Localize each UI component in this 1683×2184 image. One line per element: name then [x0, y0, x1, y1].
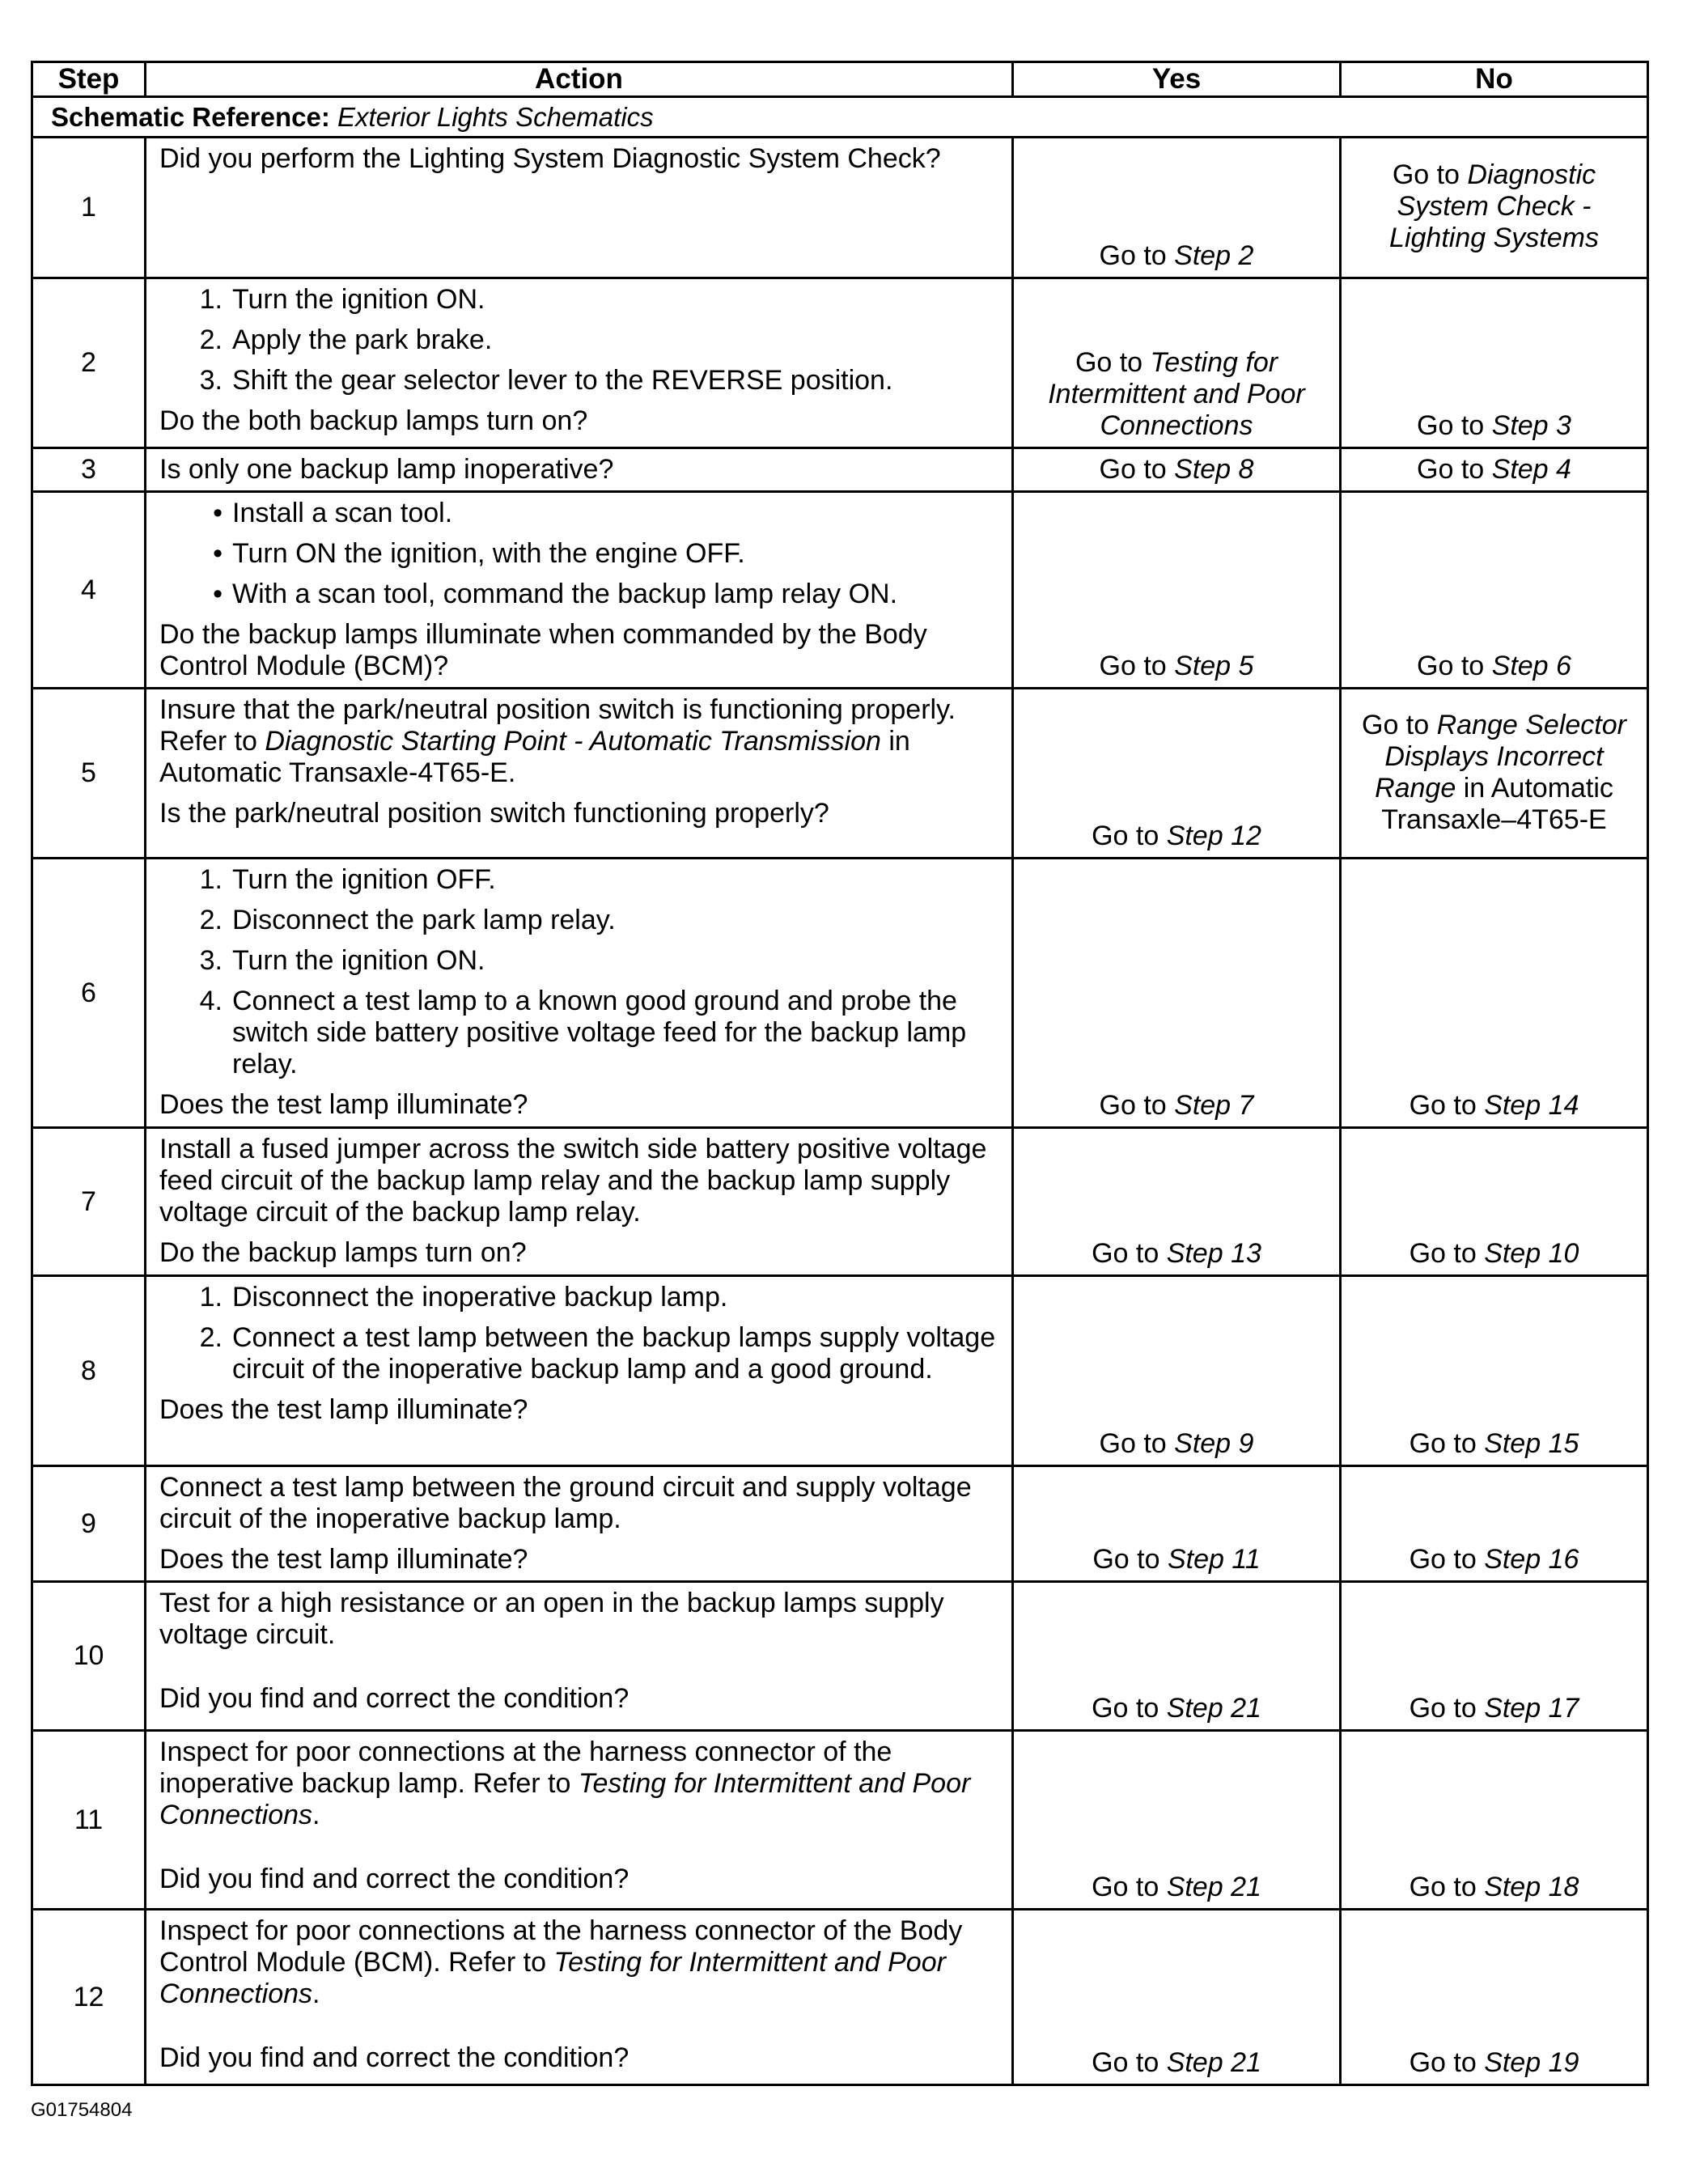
- schematic-reference-cell: [32, 97, 1648, 138]
- list-item: [159, 579, 1003, 610]
- yes-text: Go to: [1092, 1872, 1167, 1902]
- table-row: [32, 1731, 1648, 1910]
- no-result: [1341, 492, 1648, 689]
- no-result: [1341, 1582, 1648, 1731]
- step-number: 10: [32, 1582, 146, 1731]
- action-text: Inspect for poor connections at the harness connector of the inoperative backup lamp. Refer to: [159, 1737, 892, 1799]
- no-text: Step 14: [1484, 1090, 1579, 1121]
- bullet-marker: •: [213, 538, 223, 569]
- yes-result: [1013, 859, 1341, 1128]
- question-text: Do the backup lamps turn on?: [159, 1237, 527, 1268]
- question-text: Do the both backup lamps turn on?: [159, 405, 588, 436]
- bullet-marker: •: [213, 498, 223, 528]
- yes-result: [1013, 1128, 1341, 1276]
- schematic-reference-label: Schematic Reference:: [51, 102, 330, 132]
- yes-result: [1013, 138, 1341, 278]
- no-result: [1341, 689, 1648, 859]
- item-text: Install a scan tool.: [232, 498, 453, 528]
- yes-text: Go to: [1099, 651, 1175, 681]
- yes-text: Go to: [1099, 1090, 1175, 1121]
- action-text: [159, 143, 1003, 175]
- step-number: 4: [32, 492, 146, 689]
- action-text: Testing for Intermittent and Poor Connections: [159, 1947, 946, 2009]
- action-text: Test for a high resistance or an open in the backup lamps supply voltage circuit.: [159, 1588, 944, 1650]
- action-text: in Automatic Transaxle-4T65-E.: [159, 726, 910, 788]
- no-text: Step 3: [1491, 410, 1571, 441]
- item-number: 1.: [199, 864, 223, 895]
- no-text: Go to: [1392, 159, 1468, 190]
- action-cell: [146, 492, 1013, 689]
- step-number: 9: [32, 1466, 146, 1582]
- step-number: 6: [32, 859, 146, 1128]
- no-text: Diagnostic System Check - Lighting Systems: [1389, 159, 1599, 253]
- question-text: Did you find and correct the condition?: [159, 2042, 630, 2073]
- item-number: 3.: [199, 365, 223, 396]
- no-result: [1341, 278, 1648, 448]
- step-number: 5: [32, 689, 146, 859]
- item-number: 2.: [199, 905, 223, 935]
- no-text: Step 19: [1484, 2047, 1579, 2078]
- action-text: [159, 1134, 1003, 1228]
- question-text: Did you find and correct the condition?: [159, 1683, 630, 1714]
- no-text: Go to: [1417, 651, 1492, 681]
- item-number: 1.: [199, 284, 223, 315]
- question-text: Do the backup lamps illuminate when commanded by the Body Control Module (BCM)?: [159, 619, 927, 681]
- yes-text: Go to: [1092, 1693, 1167, 1724]
- action-text: Testing for Intermittent and Poor Connections: [159, 1768, 971, 1830]
- action-text: Connect a test lamp between the ground circuit and supply voltage circuit of the inoperative backup lamp.: [159, 1472, 972, 1534]
- question-text: Does the test lamp illuminate?: [159, 1089, 528, 1120]
- list-item: [159, 324, 1003, 356]
- figure-id: G01754804: [31, 2099, 133, 2121]
- yes-result: [1013, 1910, 1341, 2085]
- item-number: 2.: [199, 324, 223, 355]
- action-text: [159, 1915, 1003, 2010]
- item-text: Turn the ignition ON.: [232, 284, 485, 315]
- action-cell: [146, 1910, 1013, 2085]
- no-result: [1341, 859, 1648, 1128]
- numbered-list: [159, 284, 1003, 397]
- question-text: Did you find and correct the condition?: [159, 1864, 630, 1894]
- bullet-list: [159, 498, 1003, 610]
- header-step: Step: [32, 62, 146, 97]
- no-text: Go to: [1417, 454, 1492, 485]
- no-text: Go to: [1409, 1544, 1485, 1575]
- yes-text: Step 9: [1174, 1428, 1254, 1459]
- no-result: [1341, 448, 1648, 492]
- yes-result: [1013, 1276, 1341, 1466]
- item-text: With a scan tool, command the backup lamp relay ON.: [232, 579, 898, 609]
- table-row: [32, 492, 1648, 689]
- action-text: [159, 1472, 1003, 1535]
- yes-result: [1013, 448, 1341, 492]
- schematic-reference-value: Exterior Lights Schematics: [337, 102, 654, 132]
- no-text: Step 6: [1491, 651, 1571, 681]
- no-text: Go to: [1417, 410, 1492, 441]
- action-text: Inspect for poor connections at the harness connector of the Body Control Module (BCM). Refer to: [159, 1915, 963, 1978]
- yes-text: Go to: [1099, 454, 1175, 485]
- list-item: [159, 498, 1003, 529]
- no-text: Go to: [1409, 1693, 1485, 1724]
- yes-text: Go to: [1092, 821, 1167, 851]
- no-result: [1341, 138, 1648, 278]
- header-no: No: [1341, 62, 1648, 97]
- no-text: Step 15: [1484, 1428, 1579, 1459]
- no-text: Go to: [1409, 1872, 1485, 1902]
- header-action: Action: [146, 62, 1013, 97]
- list-item: [159, 945, 1003, 977]
- yes-text: Go to: [1099, 1428, 1175, 1459]
- step-number: 12: [32, 1910, 146, 2085]
- no-text: Step 4: [1491, 454, 1571, 485]
- diagnostic-document: [31, 61, 1647, 2086]
- no-text: Step 16: [1484, 1544, 1579, 1575]
- numbered-list: [159, 1282, 1003, 1385]
- action-cell: [146, 1128, 1013, 1276]
- yes-text: Step 8: [1174, 454, 1254, 485]
- no-result: [1341, 1466, 1648, 1582]
- action-cell: [146, 1466, 1013, 1582]
- step-number: 11: [32, 1731, 146, 1910]
- item-text: Disconnect the park lamp relay.: [232, 905, 616, 935]
- yes-text: Go to: [1092, 2047, 1167, 2078]
- table-row: [32, 448, 1648, 492]
- table-row: [32, 1910, 1648, 2085]
- no-text: Step 10: [1484, 1238, 1579, 1269]
- action-text: Did you perform the Lighting System Diagnostic System Check?: [159, 143, 941, 174]
- action-text: Diagnostic Starting Point - Automatic Transmission: [265, 726, 881, 757]
- action-cell: [146, 138, 1013, 278]
- list-item: [159, 1282, 1003, 1313]
- yes-result: [1013, 1731, 1341, 1910]
- no-result: [1341, 1910, 1648, 2085]
- no-text: in Automatic Transaxle–4T65-E: [1381, 772, 1613, 835]
- question-text: Does the test lamp illuminate?: [159, 1544, 528, 1575]
- action-text: [159, 1588, 1003, 1651]
- action-cell: [146, 859, 1013, 1128]
- action-text: .: [312, 1800, 320, 1830]
- item-text: Connect a test lamp between the backup lamps supply voltage circuit of the inoperative backup lamp and a good ground.: [232, 1322, 996, 1385]
- table-row: [32, 1466, 1648, 1582]
- question-text: Does the test lamp illuminate?: [159, 1394, 528, 1425]
- no-result: [1341, 1276, 1648, 1466]
- no-text: Step 18: [1484, 1872, 1579, 1902]
- item-number: 4.: [199, 986, 223, 1016]
- list-item: [159, 905, 1003, 936]
- step-number: 1: [32, 138, 146, 278]
- table-row: [32, 859, 1648, 1128]
- action-cell: [146, 278, 1013, 448]
- list-item: [159, 284, 1003, 316]
- yes-text: Go to: [1092, 1544, 1168, 1575]
- header-yes: Yes: [1013, 62, 1341, 97]
- yes-text: Go to: [1075, 347, 1151, 378]
- yes-result: [1013, 1582, 1341, 1731]
- step-number: 3: [32, 448, 146, 492]
- item-text: Turn the ignition OFF.: [232, 864, 496, 895]
- item-text: Shift the gear selector lever to the REVERSE position.: [232, 365, 893, 396]
- table-body: [32, 97, 1648, 2085]
- yes-text: Go to: [1092, 1238, 1167, 1269]
- yes-text: Step 5: [1174, 651, 1254, 681]
- table-row: [32, 138, 1648, 278]
- no-text: Go to: [1409, 1428, 1485, 1459]
- item-number: 3.: [199, 945, 223, 976]
- yes-text: Step 21: [1166, 1872, 1261, 1902]
- diagnostic-table: [31, 61, 1649, 2086]
- yes-text: Step 21: [1166, 1693, 1261, 1724]
- bullet-marker: •: [213, 579, 223, 609]
- no-text: Go to: [1409, 2047, 1485, 2078]
- action-text: .: [312, 1978, 320, 2009]
- header-row: [32, 62, 1648, 97]
- action-cell: [146, 689, 1013, 859]
- item-text: Turn ON the ignition, with the engine OFF.: [232, 538, 745, 569]
- item-number: 2.: [199, 1322, 223, 1353]
- yes-result: [1013, 1466, 1341, 1582]
- step-number: 2: [32, 278, 146, 448]
- action-text: Install a fused jumper across the switch side battery positive voltage feed circuit of the backup lamp relay and the backup lamp supply voltage circuit of the backup lamp relay.: [159, 1134, 987, 1228]
- action-text: [159, 694, 1003, 789]
- table-row: [32, 1276, 1648, 1466]
- no-result: [1341, 1128, 1648, 1276]
- table-row: [32, 1128, 1648, 1276]
- list-item: [159, 1322, 1003, 1385]
- action-cell: [146, 448, 1013, 492]
- yes-result: [1013, 492, 1341, 689]
- yes-text: Testing for Intermittent and Poor Connections: [1048, 347, 1305, 441]
- no-text: Go to: [1362, 709, 1437, 740]
- no-text: Range Selector Displays Incorrect Range: [1375, 709, 1626, 804]
- table-row: [32, 1582, 1648, 1731]
- item-text: Disconnect the inoperative backup lamp.: [232, 1282, 728, 1313]
- action-text: [159, 454, 1003, 486]
- action-text: Insure that the park/neutral position switch is functioning properly. Refer to: [159, 694, 956, 757]
- list-item: [159, 864, 1003, 896]
- numbered-list: [159, 864, 1003, 1080]
- yes-result: [1013, 689, 1341, 859]
- step-number: 8: [32, 1276, 146, 1466]
- no-text: Step 17: [1484, 1693, 1579, 1724]
- item-text: Connect a test lamp to a known good ground and probe the switch side battery positive voltage feed for the backup lamp relay.: [232, 986, 967, 1079]
- yes-text: Go to: [1099, 240, 1175, 271]
- yes-text: Step 13: [1166, 1238, 1261, 1269]
- action-cell: [146, 1276, 1013, 1466]
- yes-text: Step 11: [1167, 1544, 1261, 1575]
- yes-result: [1013, 278, 1341, 448]
- yes-text: Step 2: [1174, 240, 1254, 271]
- question-text: Is the park/neutral position switch functioning properly?: [159, 798, 829, 829]
- no-result: [1341, 1731, 1648, 1910]
- list-item: [159, 365, 1003, 397]
- no-text: Go to: [1409, 1090, 1485, 1121]
- table-row: [32, 278, 1648, 448]
- schematic-reference-row: [32, 97, 1648, 138]
- yes-text: Step 21: [1166, 2047, 1261, 2078]
- table-row: [32, 689, 1648, 859]
- action-cell: [146, 1731, 1013, 1910]
- action-cell: [146, 1582, 1013, 1731]
- item-text: Apply the park brake.: [232, 324, 493, 355]
- item-text: Turn the ignition ON.: [232, 945, 485, 976]
- list-item: [159, 538, 1003, 570]
- no-text: Go to: [1409, 1238, 1485, 1269]
- yes-text: Step 12: [1166, 821, 1261, 851]
- list-item: [159, 986, 1003, 1080]
- step-number: 7: [32, 1128, 146, 1276]
- action-text: [159, 1737, 1003, 1831]
- item-number: 1.: [199, 1282, 223, 1313]
- yes-text: Step 7: [1174, 1090, 1254, 1121]
- action-text: Is only one backup lamp inoperative?: [159, 454, 614, 485]
